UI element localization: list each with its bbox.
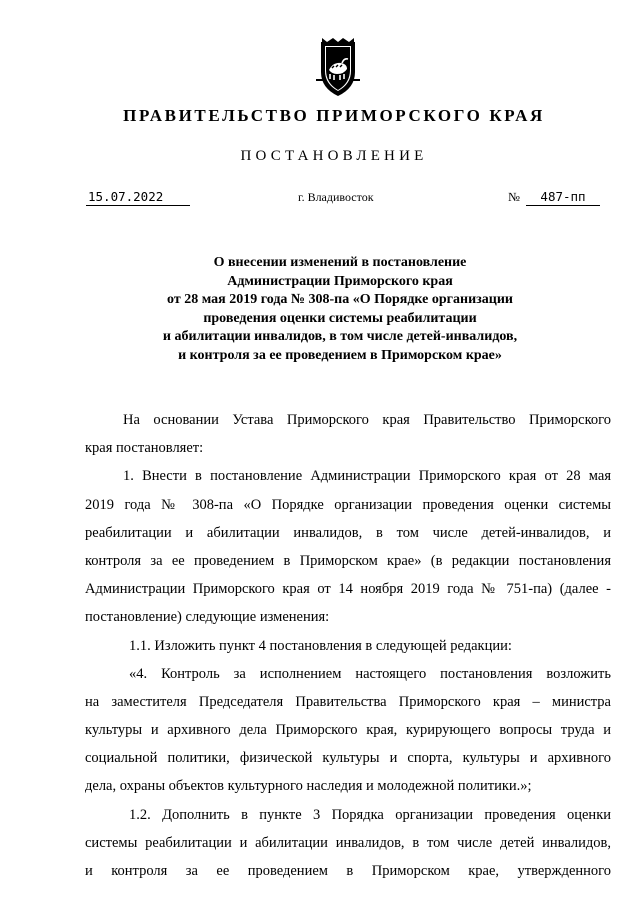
body-line: 1.1. Изложить пункт 4 постановления в следующей редакции: xyxy=(129,637,512,654)
number-label: № xyxy=(508,190,520,204)
document-city: г. Владивосток xyxy=(298,190,374,204)
subject-line: и контроля за ее проведением в Приморском крае» xyxy=(178,347,502,363)
subject-line: Администрации Приморского края xyxy=(227,273,453,289)
body-line: культуры и архивного дела Приморского края, курирующего вопросы труда и xyxy=(85,722,611,739)
document-date: 15.07.2022 xyxy=(86,189,190,206)
government-title: ПРАВИТЕЛЬСТВО ПРИМОРСКОГО КРАЯ xyxy=(123,106,545,125)
subject-line: проведения оценки системы реабилитации xyxy=(203,310,477,326)
document-number: 487-пп xyxy=(526,189,600,206)
body-line: на заместителя Председателя Правительства Приморского края – министра xyxy=(85,693,611,710)
document-body xyxy=(85,410,611,889)
subject-line: О внесении изменений в постановление xyxy=(213,255,467,270)
document-subject xyxy=(120,254,560,366)
body-line: системы реабилитации и абилитации инвалидов, в том числе детей инвалидов, xyxy=(85,834,611,851)
document-type: ПОСТАНОВЛЕНИЕ xyxy=(240,148,428,164)
body-line: дела, охраны объектов культурного наследия и молодежной политики.»; xyxy=(85,778,532,795)
coat-of-arms-icon xyxy=(313,36,363,98)
body-line: Администрации Приморского края от 14 ноября 2019 года № 751-па) (далее - xyxy=(85,581,611,598)
subject-line: от 28 мая 2019 года № 308-па «О Порядке организации xyxy=(167,292,513,308)
body-line: На основании Устава Приморского края Правительство Приморского xyxy=(123,412,611,428)
subject-line: и абилитации инвалидов, в том числе детей-инвалидов, xyxy=(162,329,518,345)
body-line: 1.2. Дополнить в пункте 3 Порядка организации проведения оценки xyxy=(129,806,611,823)
body-line: контроля за ее проведением в Приморском крае» (в редакции постановления xyxy=(85,552,611,569)
body-line: 1. Внести в постановление Администрации Приморского края от 28 мая xyxy=(123,468,611,485)
body-line: 2019 года № 308-па «О Порядке организации проведения оценки системы xyxy=(85,496,611,513)
body-line: постановление) следующие изменения: xyxy=(85,609,330,626)
body-line: и контроля за ее проведением в Приморском крае, утвержденного xyxy=(85,863,611,879)
body-line: края постановляет: xyxy=(85,440,204,457)
document-meta xyxy=(0,189,640,211)
body-line: социальной политики, физической культуры и спорта, культуры и архивного xyxy=(85,750,611,767)
body-line: реабилитации и абилитации инвалидов, в том числе детей-инвалидов, и xyxy=(85,524,611,541)
body-line: «4. Контроль за исполнением настоящего постановления возложить xyxy=(129,665,611,682)
